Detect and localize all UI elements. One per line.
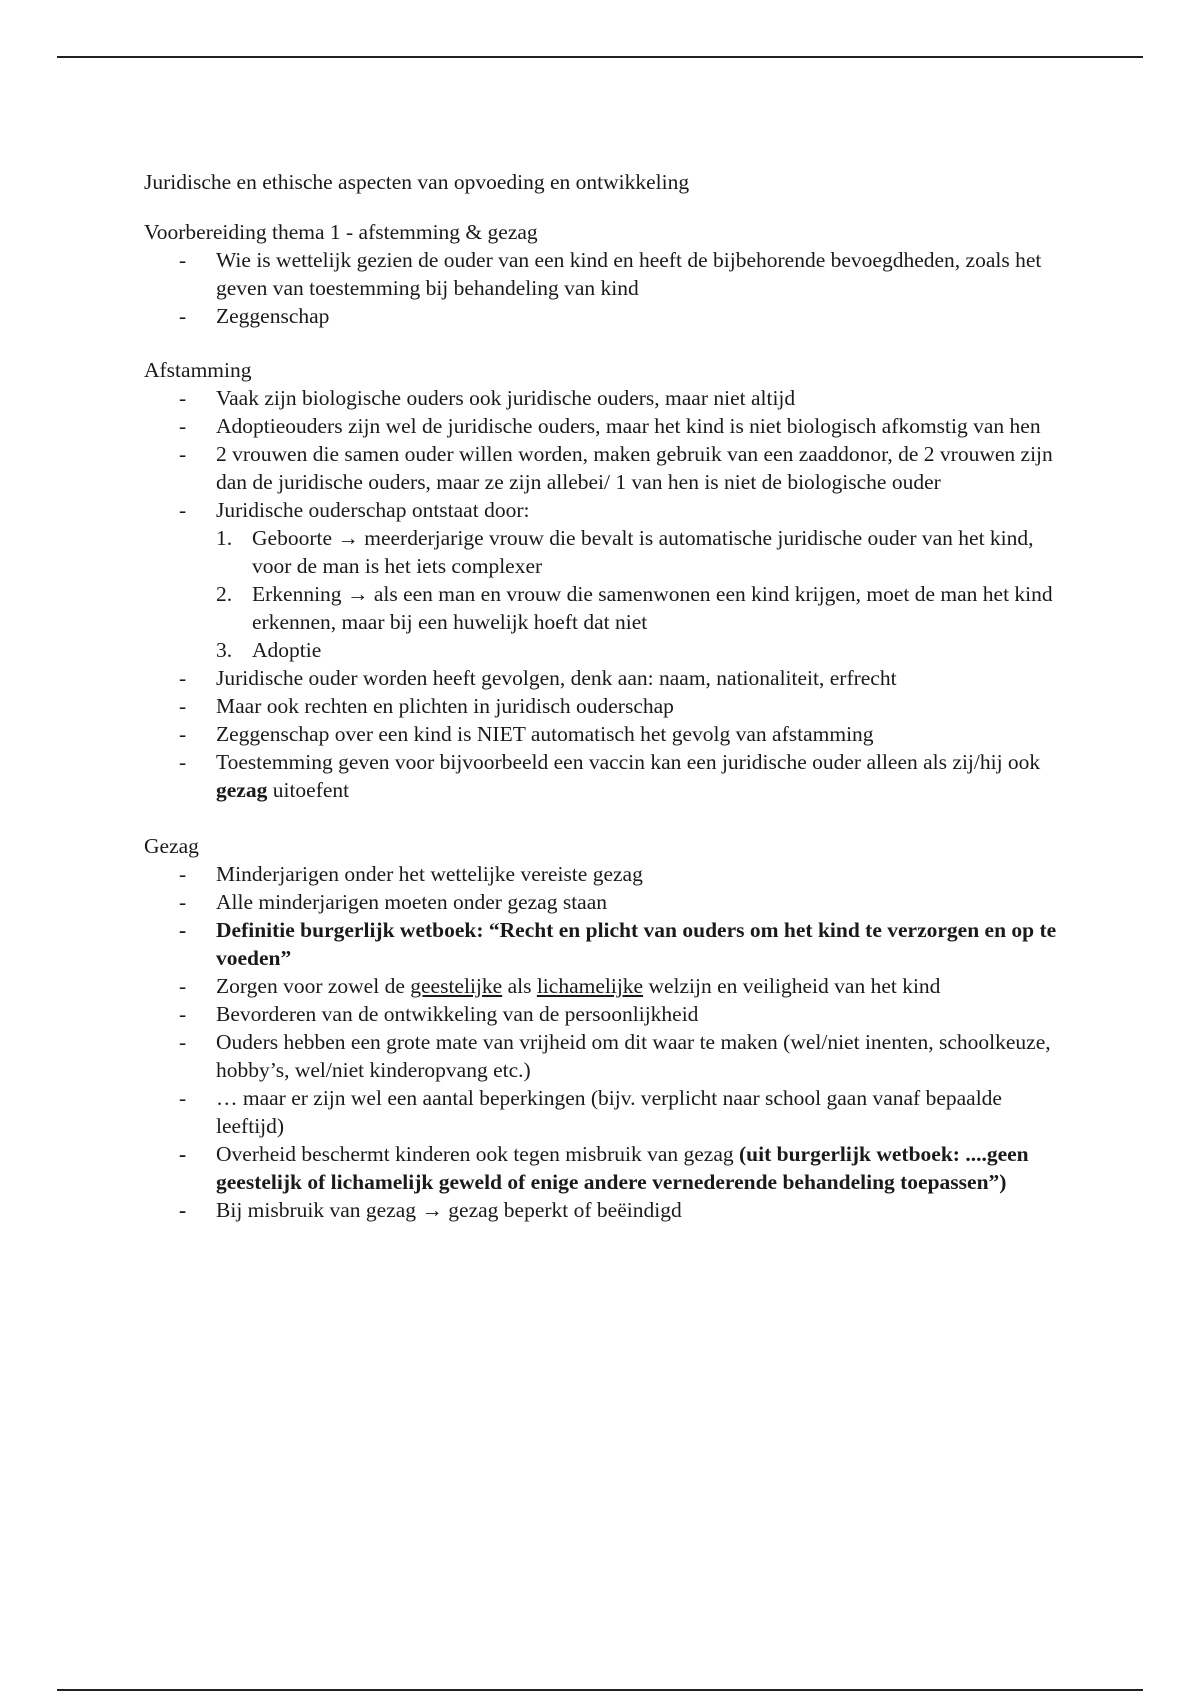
bottom-rule (57, 1689, 1143, 1691)
list-item: - Minderjarigen onder het wettelijke vereiste gezag (179, 862, 643, 886)
dash-bullet: - (179, 974, 187, 998)
list-item: - Wie is wettelijk gezien de ouder van een kind en heeft de bijbehorende bevoegdheden, zoals het geven van toestemming bij behandeling van kind (179, 248, 1042, 300)
gezag-list (144, 860, 1074, 1224)
dash-bullet: - (179, 386, 187, 410)
dash-bullet: - (179, 918, 187, 942)
dash-bullet: - (179, 1030, 187, 1054)
arrow-right-icon: → (337, 526, 359, 550)
dash-bullet: - (179, 248, 187, 272)
top-rule (57, 56, 1143, 58)
list-item: - Alle minderjarigen moeten onder gezag staan (179, 890, 608, 914)
list-item: - Zorgen voor zowel de geestelijke als lichamelijke welzijn en veiligheid van het kind (179, 974, 941, 998)
list-item: - 2 vrouwen die samen ouder willen worden, maken gebruik van een zaaddonor, de 2 vrouwen zijn dan de juridische ouders, maar ze zijn allebei/ 1 van hen is niet de biologische ouder (179, 442, 1053, 494)
dash-bullet: - (179, 1086, 187, 1110)
dash-bullet: - (179, 890, 187, 914)
dash-bullet: - (179, 498, 187, 522)
numbered-item: 1. Geboorte → meerderjarige vrouw die bevalt is automatische juridische ouder van het kind, voor de man is het iets complexer (216, 526, 1034, 578)
list-item: - Toestemming geven voor bijvoorbeeld een vaccin kan een juridische ouder alleen als zij/hij ook gezag uitoefent (179, 750, 1041, 802)
list-item: - Overheid beschermt kinderen ook tegen misbruik van gezag (uit burgerlijk wetboek: ....geen geestelijk of lichamelijk geweld of enige andere vernederende behandeling toepassen”) (179, 1142, 1029, 1194)
list-item: - Juridische ouderschap ontstaat door: 1. Geboorte → meerderjarige vrouw die bevalt is automatische juridische ouder van het kind, voor de man is het iets complexer 2. Erkenning → als een man en vrouw die samenwonen een kind krijgen, moet de man het kind erkennen, maar bij een huwelijk hoeft dat niet 3. Adoptie (144, 496, 1074, 664)
list-item: - Vaak zijn biologische ouders ook juridische ouders, maar niet altijd (179, 386, 796, 410)
dash-bullet: - (179, 1002, 187, 1026)
dash-bullet: - (179, 666, 187, 690)
numbered-item: 2. Erkenning → als een man en vrouw die samenwonen een kind krijgen, moet de man het kind erkennen, maar bij een huwelijk hoeft dat niet (216, 582, 1053, 634)
document-subtitle: Voorbereiding thema 1 - afstemming & gezag (144, 220, 538, 244)
list-item: - Maar ook rechten en plichten in juridisch ouderschap (179, 694, 674, 718)
dash-bullet: - (179, 694, 187, 718)
afstamming-list (144, 384, 1074, 804)
list-item: - Zeggenschap over een kind is NIET automatisch het gevolg van afstamming (179, 722, 874, 746)
dash-bullet: - (179, 414, 187, 438)
dash-bullet: - (179, 750, 187, 774)
dash-bullet: - (179, 722, 187, 746)
ouderschap-numbered-list (216, 524, 1074, 664)
list-item: - … maar er zijn wel een aantal beperkingen (bijv. verplicht naar school gaan vanaf bepaalde leeftijd) (179, 1086, 1002, 1138)
document-body (144, 168, 1074, 1224)
list-item: - Juridische ouder worden heeft gevolgen, denk aan: naam, nationaliteit, erfrecht (179, 666, 897, 690)
numbered-item: 3. Adoptie (216, 638, 322, 662)
section-heading-afstamming: Afstamming (144, 358, 252, 382)
dash-bullet: - (179, 1142, 187, 1166)
list-item: - Adoptieouders zijn wel de juridische ouders, maar het kind is niet biologisch afkomstig van hen (179, 414, 1041, 438)
list-item: - Zeggenschap (179, 304, 330, 328)
list-item: - Definitie burgerlijk wetboek: “Recht en plicht van ouders om het kind te verzorgen en op te voeden” (179, 918, 1057, 970)
arrow-right-icon: → (421, 1198, 443, 1222)
dash-bullet: - (179, 442, 187, 466)
list-item: - Bij misbruik van gezag → gezag beperkt of beëindigd (179, 1198, 682, 1222)
dash-bullet: - (179, 862, 187, 886)
dash-bullet: - (179, 1198, 187, 1222)
arrow-right-icon: → (346, 582, 369, 606)
list-item: - Ouders hebben een grote mate van vrijheid om dit waar te maken (wel/niet inenten, schoolkeuze, hobby’s, wel/niet kinderopvang etc.) (179, 1030, 1051, 1082)
list-item: - Bevorderen van de ontwikkeling van de persoonlijkheid (179, 1002, 699, 1026)
document-title: Juridische en ethische aspecten van opvoeding en ontwikkeling (144, 170, 690, 194)
intro-list (144, 246, 1074, 330)
section-heading-gezag: Gezag (144, 834, 199, 858)
dash-bullet: - (179, 304, 187, 328)
